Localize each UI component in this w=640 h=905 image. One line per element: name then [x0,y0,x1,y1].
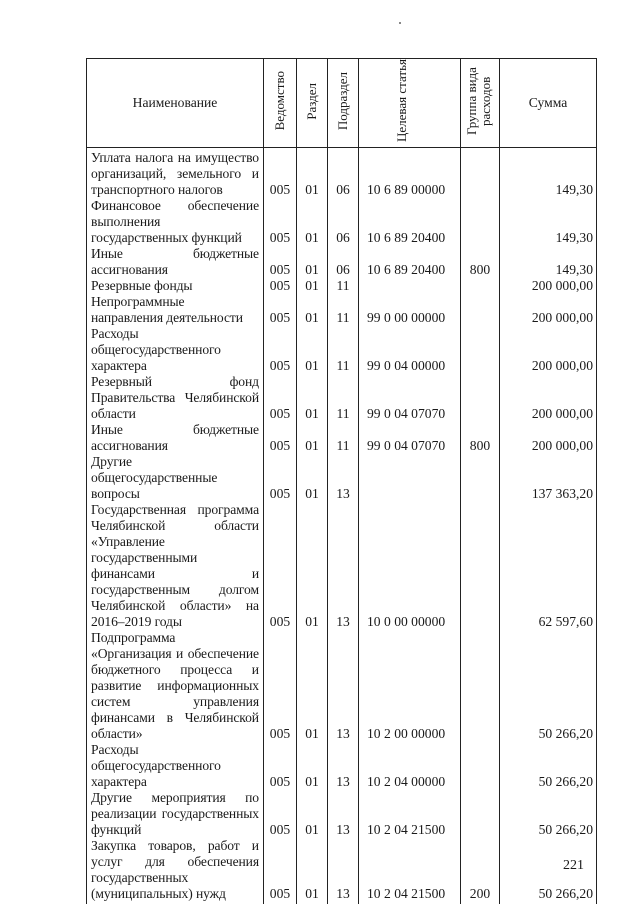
row-name: Резервные фонды [87,278,264,294]
row-celevaya: 10 2 04 21500 [359,838,461,904]
row-podrazdel: 11 [328,278,359,294]
row-razdel: 01 [297,294,328,326]
row-gruppa [461,294,500,326]
row-celevaya [359,278,461,294]
row-podrazdel: 13 [328,502,359,630]
row-name: Расходы общегосударственного характера [87,742,264,790]
table-row [87,742,597,790]
row-name: Финансовое обеспечение выполнения государственных функций [87,198,264,246]
row-ved: 005 [264,742,297,790]
row-ved: 005 [264,246,297,278]
table-row [87,454,597,502]
row-gruppa [461,374,500,422]
row-summa: 200 000,00 [500,374,597,422]
row-razdel: 01 [297,630,328,742]
row-summa: 200 000,00 [500,278,597,294]
row-razdel: 01 [297,246,328,278]
row-summa: 62 597,60 [500,502,597,630]
row-gruppa [461,630,500,742]
table-row [87,198,597,246]
row-gruppa [461,326,500,374]
row-celevaya: 99 0 04 00000 [359,326,461,374]
row-razdel: 01 [297,326,328,374]
row-celevaya: 10 2 04 21500 [359,790,461,838]
row-summa: 200 000,00 [500,294,597,326]
header-gruppa: Группа вида расходов [461,59,500,148]
scan-speck [399,22,401,24]
header-podrazdel: Подраздел [328,59,359,148]
row-name: Другие общегосударственные вопросы [87,454,264,502]
row-ved: 005 [264,790,297,838]
row-celevaya: 10 6 89 00000 [359,148,461,199]
table-row [87,148,597,199]
table-row [87,374,597,422]
row-summa: 200 000,00 [500,422,597,454]
row-ved: 005 [264,422,297,454]
row-podrazdel: 11 [328,326,359,374]
row-ved: 005 [264,374,297,422]
row-ved: 005 [264,630,297,742]
budget-table [86,58,597,904]
row-celevaya: 10 2 00 00000 [359,630,461,742]
row-podrazdel: 13 [328,454,359,502]
row-celevaya [359,454,461,502]
row-name: Иные бюджетные ассигнования [87,246,264,278]
row-podrazdel: 06 [328,246,359,278]
row-celevaya: 10 6 89 20400 [359,198,461,246]
row-podrazdel: 06 [328,148,359,199]
row-razdel: 01 [297,148,328,199]
row-razdel: 01 [297,742,328,790]
row-name: Закупка товаров, работ и услуг для обеспечения государственных (муниципальных) нужд [87,838,264,904]
row-razdel: 01 [297,790,328,838]
row-gruppa: 200 [461,838,500,904]
header-celevaya: Целевая статья [359,59,461,148]
row-name: Другие мероприятия по реализации государственных функций [87,790,264,838]
row-name: Уплата налога на имущество организаций, земельного и транспортного налогов [87,148,264,199]
row-summa: 50 266,20 [500,838,597,904]
row-razdel: 01 [297,374,328,422]
table-row [87,326,597,374]
row-summa: 50 266,20 [500,790,597,838]
table-row [87,502,597,630]
row-ved: 005 [264,502,297,630]
row-razdel: 01 [297,454,328,502]
row-gruppa [461,454,500,502]
row-razdel: 01 [297,278,328,294]
row-podrazdel: 13 [328,630,359,742]
header-name: Наименование [87,59,264,148]
row-celevaya: 99 0 04 07070 [359,374,461,422]
row-gruppa [461,148,500,199]
row-gruppa [461,198,500,246]
row-name: Иные бюджетные ассигнования [87,422,264,454]
row-summa: 200 000,00 [500,326,597,374]
row-gruppa [461,790,500,838]
row-ved: 005 [264,454,297,502]
row-ved: 005 [264,294,297,326]
row-celevaya: 10 6 89 20400 [359,246,461,278]
row-gruppa: 800 [461,422,500,454]
table-row [87,422,597,454]
row-podrazdel: 13 [328,742,359,790]
table-row [87,630,597,742]
row-podrazdel: 06 [328,198,359,246]
row-razdel: 01 [297,502,328,630]
row-name: Резервный фонд Правительства Челябинской области [87,374,264,422]
table-row [87,246,597,278]
row-razdel: 01 [297,422,328,454]
row-name: Подпрограмма «Организация и обеспечение бюджетного процесса и развитие информационных систем управления финансами в Челябинской области» [87,630,264,742]
row-gruppa [461,278,500,294]
row-podrazdel: 13 [328,790,359,838]
row-gruppa [461,742,500,790]
table-row [87,790,597,838]
row-name: Расходы общегосударственного характера [87,326,264,374]
header-summa: Сумма [500,59,597,148]
row-podrazdel: 11 [328,422,359,454]
row-celevaya: 10 2 04 00000 [359,742,461,790]
row-ved: 005 [264,838,297,904]
row-ved: 005 [264,198,297,246]
row-podrazdel: 11 [328,294,359,326]
row-podrazdel: 13 [328,838,359,904]
row-summa: 137 363,20 [500,454,597,502]
row-summa: 149,30 [500,246,597,278]
row-podrazdel: 11 [328,374,359,422]
row-celevaya: 10 0 00 00000 [359,502,461,630]
row-razdel: 01 [297,838,328,904]
row-summa: 149,30 [500,198,597,246]
row-summa: 50 266,20 [500,630,597,742]
row-ved: 005 [264,278,297,294]
row-razdel: 01 [297,198,328,246]
table-row [87,294,597,326]
row-ved: 005 [264,148,297,199]
row-gruppa [461,502,500,630]
table-header-row [87,59,597,148]
row-name: Государственная программа Челябинской области «Управление государственными финансами и государственным долгом Челябинской области» на 2016–2019 годы [87,502,264,630]
row-celevaya: 99 0 04 07070 [359,422,461,454]
row-summa: 50 266,20 [500,742,597,790]
row-gruppa: 800 [461,246,500,278]
table-row [87,278,597,294]
row-summa: 149,30 [500,148,597,199]
row-ved: 005 [264,326,297,374]
row-name: Непрограммные направления деятельности [87,294,264,326]
header-razdel: Раздел [297,59,328,148]
page-number: 221 [563,858,584,873]
table-row [87,838,597,904]
header-ved: Ведомство [264,59,297,148]
row-celevaya: 99 0 00 00000 [359,294,461,326]
